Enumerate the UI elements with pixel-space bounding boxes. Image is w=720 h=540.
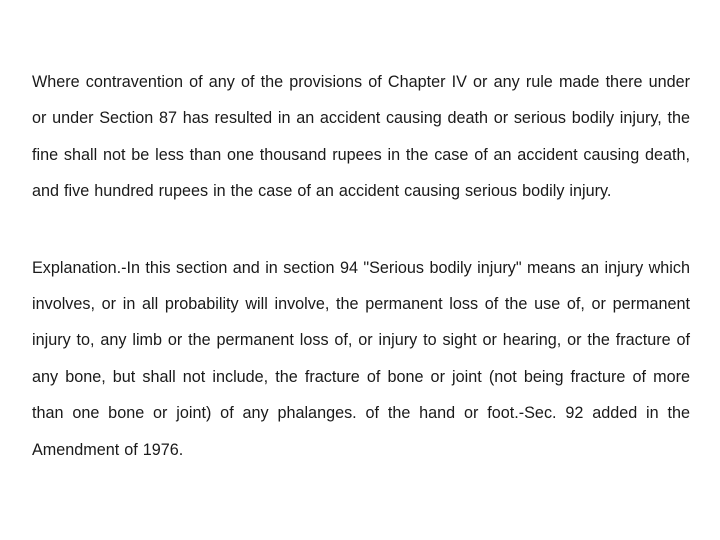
document-page — [32, 64, 690, 468]
paragraph-explanation: Explanation.-In this section and in section 94 "Serious bodily injury" means an injury which involves, or in all probability will involve, the permanent loss of the use of, or permanent injury to, any limb or the permanent loss of, or injury to sight or hearing, or the fracture of any bone, but shall not include, the fracture of bone or joint (not being fracture of more than one bone or joint) of any phalanges. of the hand or foot.-Sec. 92 added in the Amendment of 1976. — [32, 258, 690, 459]
paragraph-penalty: Where contravention of any of the provisions of Chapter IV or any rule made there under or under Section 87 has resulted in an accident causing death or serious bodily injury, the fine shall not be less than one thousand rupees in the case of an accident causing death, and five hundred rupees in the case of an accident causing serious bodily injury. — [32, 73, 690, 201]
